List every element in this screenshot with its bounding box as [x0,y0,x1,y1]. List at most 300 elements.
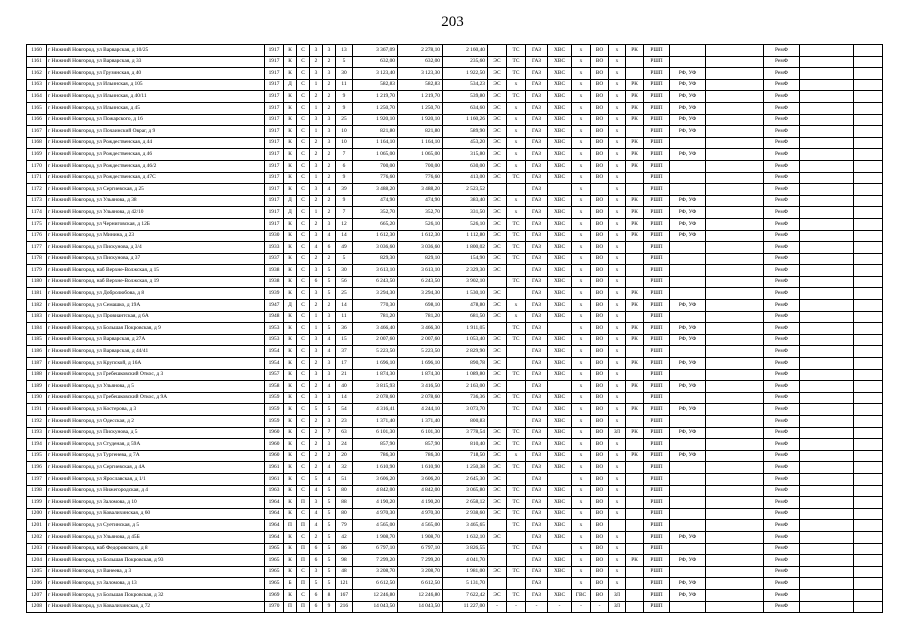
table-cell: 474,90 [398,195,443,207]
table-cell: 1917 [265,184,284,196]
table-cell: РФ, УФ [670,149,706,161]
table-cell: ВО [591,276,609,288]
table-cell: ВО [591,392,609,404]
table-cell [626,276,644,288]
table-cell: 1 164,10 [398,137,443,149]
table-cell: ТС [507,462,526,474]
table-cell [854,218,883,230]
table-cell: г Нижний Новгород, ул Варварская, д 27А [47,334,265,346]
table-cell [800,531,854,543]
table-cell: РК [626,404,644,416]
table-cell: 1187 [27,358,47,370]
table-cell [488,555,507,567]
table-cell: РемФ [764,79,800,91]
table-cell: РК [626,288,644,300]
table-cell: 6 [310,555,323,567]
table-cell: С [297,439,310,451]
table-cell: 1174 [27,207,47,219]
table-cell: г Нижний Новгород, ул Рождественская, д 46 [47,149,265,161]
table-cell [626,531,644,543]
table-cell: 1917 [265,172,284,184]
table-cell: К [284,404,297,416]
table-cell: 3 613,10 [353,265,398,277]
table-cell: РШП [644,102,670,114]
table-cell: ГАЗ [526,508,548,520]
table-cell [626,416,644,428]
table-cell: 681,50 [443,311,488,323]
table-cell: г Нижний Новгород, ул Заломова, д 10 [47,497,265,509]
table-cell: 1208 [27,601,47,613]
table-cell: ЭС [488,218,507,230]
table-cell: 9 [336,102,353,114]
table-cell: 1 219,70 [398,91,443,103]
table-cell: 4 970,30 [398,508,443,520]
table-cell: РК [626,207,644,219]
table-cell: К [284,265,297,277]
table-cell: ТС [507,566,526,578]
table-cell: ХВС [548,195,572,207]
table-cell [706,520,764,532]
table-cell: 582,83 [398,79,443,91]
table-cell: ЭС [488,358,507,370]
table-cell [507,288,526,300]
table-cell: 54 [336,404,353,416]
table-cell: х [572,566,591,578]
table-cell [626,184,644,196]
table-cell: 1933 [265,242,284,254]
table-cell: 1969 [265,589,284,601]
table-cell: 20 [336,450,353,462]
table-cell: РК [626,79,644,91]
table-cell: 1959 [265,416,284,428]
table-cell: ХВС [548,79,572,91]
table-cell: ХВС [548,56,572,68]
table-cell: РШП [644,276,670,288]
table-cell: х [609,45,626,57]
table-row [27,126,883,138]
table-cell [706,497,764,509]
table-cell: 1930 [265,230,284,242]
table-cell [670,45,706,57]
table-cell: 1917 [265,68,284,80]
table-cell: 30 [336,265,353,277]
table-cell [670,497,706,509]
table-cell: 1917 [265,102,284,114]
table-cell: х [609,195,626,207]
table-cell: 1162 [27,68,47,80]
table-row [27,589,883,601]
table-cell: г Нижний Новгород, ул Минина, д 23 [47,230,265,242]
table-cell: 1189 [27,381,47,393]
table-cell [854,381,883,393]
table-cell: 2 007,60 [353,334,398,346]
table-cell [800,334,854,346]
table-cell: ГАЗ [526,126,548,138]
table-cell: х [507,195,526,207]
table-cell: х [572,450,591,462]
table-cell: П [284,520,297,532]
table-cell: С [297,184,310,196]
table-cell: РК [626,334,644,346]
table-cell [670,311,706,323]
table-cell [507,184,526,196]
table-cell: ХВС [548,45,572,57]
table-cell: РК [626,358,644,370]
table-cell: ВО [591,218,609,230]
table-cell: 1 250,70 [398,102,443,114]
table-cell: 1 [310,102,323,114]
table-cell: К [284,555,297,567]
table-cell: 7 [323,427,336,439]
table-cell: С [297,531,310,543]
table-cell: ТС [507,427,526,439]
table-cell: ГАЗ [526,137,548,149]
table-cell: 4 842,00 [353,485,398,497]
table-cell: 7 [336,149,353,161]
table-cell: ГАЗ [526,79,548,91]
table-cell: 30 [336,68,353,80]
table-cell [854,543,883,555]
table-cell [800,288,854,300]
table-cell: х [572,160,591,172]
table-cell: х [609,56,626,68]
table-row [27,207,883,219]
table-cell: ВО [591,497,609,509]
table-cell: 5 [310,473,323,485]
table-cell: ГАЗ [526,323,548,335]
table-cell: 1165 [27,102,47,114]
table-cell: 1190 [27,392,47,404]
table-cell: г Нижний Новгород, ул Тургенева, д 7А [47,450,265,462]
table-cell [626,253,644,265]
table-cell: ВО [591,114,609,126]
table-cell: РШП [644,578,670,590]
table-cell: х [609,473,626,485]
table-cell: К [284,253,297,265]
table-cell: 4 [323,473,336,485]
table-cell: 1191 [27,404,47,416]
table-cell [854,149,883,161]
table-cell: РемФ [764,45,800,57]
table-cell: г Нижний Новгород, ул Рождественская, д 47С [47,172,265,184]
table-cell: 1 160,26 [443,114,488,126]
table-cell: С [297,358,310,370]
table-cell: х [572,253,591,265]
table-cell: 1 696,10 [353,358,398,370]
table-cell: ХВС [548,230,572,242]
table-cell: 3 [310,160,323,172]
table-cell: 80 [336,508,353,520]
table-cell: х [507,126,526,138]
table-cell: РемФ [764,68,800,80]
table-cell: г Нижний Новгород, ул Ковалихинская, д 60 [47,508,265,520]
table-cell [670,439,706,451]
table-cell: РФ, УФ [670,195,706,207]
table-cell: г Нижний Новгород, ул Черниговская, д 12Б [47,218,265,230]
table-cell: 1173 [27,195,47,207]
table-cell: 10 [336,126,353,138]
table-cell [706,114,764,126]
table-cell [626,242,644,254]
table-cell: 56 [336,276,353,288]
table-cell: х [609,508,626,520]
table-cell: х [572,404,591,416]
table-cell: РШП [644,288,670,300]
table-cell: РШП [644,242,670,254]
table-cell: 1 800,02 [443,242,488,254]
table-cell: ХВС [548,392,572,404]
table-cell: ГАЗ [526,404,548,416]
table-cell: г Нижний Новгород, ул Варварская, д 44/41 [47,346,265,358]
table-cell: 2 [323,300,336,312]
table-cell: ЭС [488,230,507,242]
table-row [27,485,883,497]
table-cell [626,589,644,601]
table-cell [800,404,854,416]
table-cell: С [297,566,310,578]
table-cell [854,473,883,485]
table-cell: 1207 [27,589,47,601]
table-cell: С [297,462,310,474]
table-cell: ГАЗ [526,555,548,567]
table-cell [854,601,883,613]
table-cell: РШП [644,45,670,57]
table-cell: 3 [323,358,336,370]
table-cell: 63 [336,427,353,439]
table-cell: 1 [310,126,323,138]
table-cell: 5 [336,253,353,265]
table-cell: 315,80 [443,149,488,161]
table-cell [800,160,854,172]
table-cell: РШП [644,543,670,555]
table-cell: ГАЗ [526,195,548,207]
table-cell: 630,00 [443,160,488,172]
table-cell: 1964 [265,531,284,543]
table-cell: ХВС [548,346,572,358]
table-cell: х [507,450,526,462]
table-cell: ЭС [488,311,507,323]
table-cell: ЗЛ [609,427,626,439]
table-cell: ГАЗ [526,346,548,358]
table-cell: 1 632,10 [443,531,488,543]
table-cell: х [609,253,626,265]
table-cell: 1161 [27,56,47,68]
table-cell: х [572,288,591,300]
table-cell [706,392,764,404]
table-cell: ХВС [548,68,572,80]
table-cell: РК [626,450,644,462]
table-cell: 3 902,10 [443,276,488,288]
table-cell [706,79,764,91]
table-cell: К [284,45,297,57]
table-cell: РШП [644,137,670,149]
table-cell: ХВС [548,416,572,428]
table-cell [670,369,706,381]
table-cell [800,555,854,567]
table-cell: С [297,91,310,103]
table-cell: 3 [310,265,323,277]
table-cell: 582,83 [353,79,398,91]
table-cell [670,392,706,404]
table-cell: 3 [323,392,336,404]
table-cell: 2 [323,160,336,172]
table-cell: ХВС [548,358,572,370]
table-cell: РК [626,102,644,114]
table-cell: ТС [507,543,526,555]
table-cell: ГАЗ [526,172,548,184]
table-cell: 1 065,00 [353,149,398,161]
table-cell: 4 [310,520,323,532]
table-cell [706,160,764,172]
table-cell: С [297,311,310,323]
table-cell [854,207,883,219]
table-row [27,184,883,196]
table-cell: х [572,508,591,520]
table-cell: 3 073,70 [443,404,488,416]
table-cell: х [609,102,626,114]
table-cell: 4 190,20 [353,497,398,509]
table-row [27,149,883,161]
table-cell: РемФ [764,311,800,323]
table-row [27,276,883,288]
table-cell [626,265,644,277]
table-cell: К [284,381,297,393]
table-cell: 1 [310,79,323,91]
table-cell: 1917 [265,91,284,103]
table-cell: 1177 [27,242,47,254]
table-cell: 857,90 [398,439,443,451]
table-cell [670,508,706,520]
table-cell: 1954 [265,358,284,370]
table-cell [609,520,626,532]
table-cell: 88 [336,497,353,509]
table-cell: г Нижний Новгород, ул Ванеева, д 3 [47,566,265,578]
table-cell: ВО [591,242,609,254]
table-cell [800,473,854,485]
registry-body [27,45,883,613]
table-row [27,543,883,555]
table-cell [670,242,706,254]
table-cell: 1917 [265,195,284,207]
table-cell: РШП [644,473,670,485]
table-cell: 14 [336,230,353,242]
table-cell: С [297,149,310,161]
table-cell: РШП [644,450,670,462]
table-cell: РФ, УФ [670,102,706,114]
table-cell: 2 658,12 [443,497,488,509]
table-cell: 1 112,80 [443,230,488,242]
table-cell: РемФ [764,265,800,277]
table-cell: РемФ [764,439,800,451]
table-row [27,578,883,590]
table-cell: РемФ [764,253,800,265]
table-cell: г Нижний Новгород, ул Ильинская, д 40/11 [47,91,265,103]
table-cell [507,473,526,485]
table-cell: ГАЗ [526,56,548,68]
table-cell: ВО [591,79,609,91]
table-cell: К [284,149,297,161]
table-cell [670,276,706,288]
table-cell: ЭС [488,439,507,451]
table-cell: 25 [336,114,353,126]
table-cell: ВО [591,439,609,451]
table-cell: 167 [336,589,353,601]
table-cell: ХВС [548,450,572,462]
table-cell [706,334,764,346]
table-cell: ЭС [488,531,507,543]
table-row [27,160,883,172]
table-cell: 1180 [27,276,47,288]
table-cell: РК [626,555,644,567]
table-cell [507,555,526,567]
table-cell: РШП [644,520,670,532]
table-cell: х [572,195,591,207]
table-cell: ГАЗ [526,311,548,323]
table-cell: ХВС [548,276,572,288]
table-cell: 12 246,80 [398,589,443,601]
table-cell: 1970 [265,601,284,613]
table-cell [706,45,764,57]
table-cell [488,416,507,428]
table-cell: РФ, УФ [670,427,706,439]
table-cell: г Нижний Новгород, ул Грузинская, д 40 [47,68,265,80]
table-cell [507,358,526,370]
table-cell [800,508,854,520]
table-cell [488,404,507,416]
table-cell: РемФ [764,450,800,462]
table-row [27,253,883,265]
table-cell: 1958 [265,381,284,393]
table-cell: х [609,392,626,404]
table-cell: 6 101,30 [353,427,398,439]
table-cell: 1917 [265,149,284,161]
table-cell: 2 645,30 [443,473,488,485]
table-cell: 1 610,90 [353,462,398,474]
table-cell: 1963 [265,485,284,497]
table-cell [626,473,644,485]
table-cell: 8 [323,589,336,601]
table-cell [488,520,507,532]
table-cell [706,485,764,497]
table-cell: 2 [323,450,336,462]
table-cell: 48 [336,566,353,578]
table-row [27,416,883,428]
table-cell: ЭС [488,497,507,509]
table-cell [626,369,644,381]
table-cell: 1163 [27,79,47,91]
table-cell: РК [626,160,644,172]
table-cell: 5 [336,56,353,68]
table-cell [591,184,609,196]
table-cell: ВО [591,346,609,358]
table-cell: РШП [644,497,670,509]
table-cell: - [591,601,609,613]
table-cell: РемФ [764,555,800,567]
table-cell: 786,30 [353,450,398,462]
table-cell: 2 078,60 [353,392,398,404]
table-cell [854,160,883,172]
table-cell [488,184,507,196]
table-cell [854,555,883,567]
table-cell: РК [626,300,644,312]
table-cell: х [572,520,591,532]
table-cell: РФ, УФ [670,381,706,393]
table-cell: ВО [591,531,609,543]
table-cell [626,601,644,613]
table-cell: К [284,102,297,114]
table-cell [706,416,764,428]
table-cell: 5 [323,276,336,288]
